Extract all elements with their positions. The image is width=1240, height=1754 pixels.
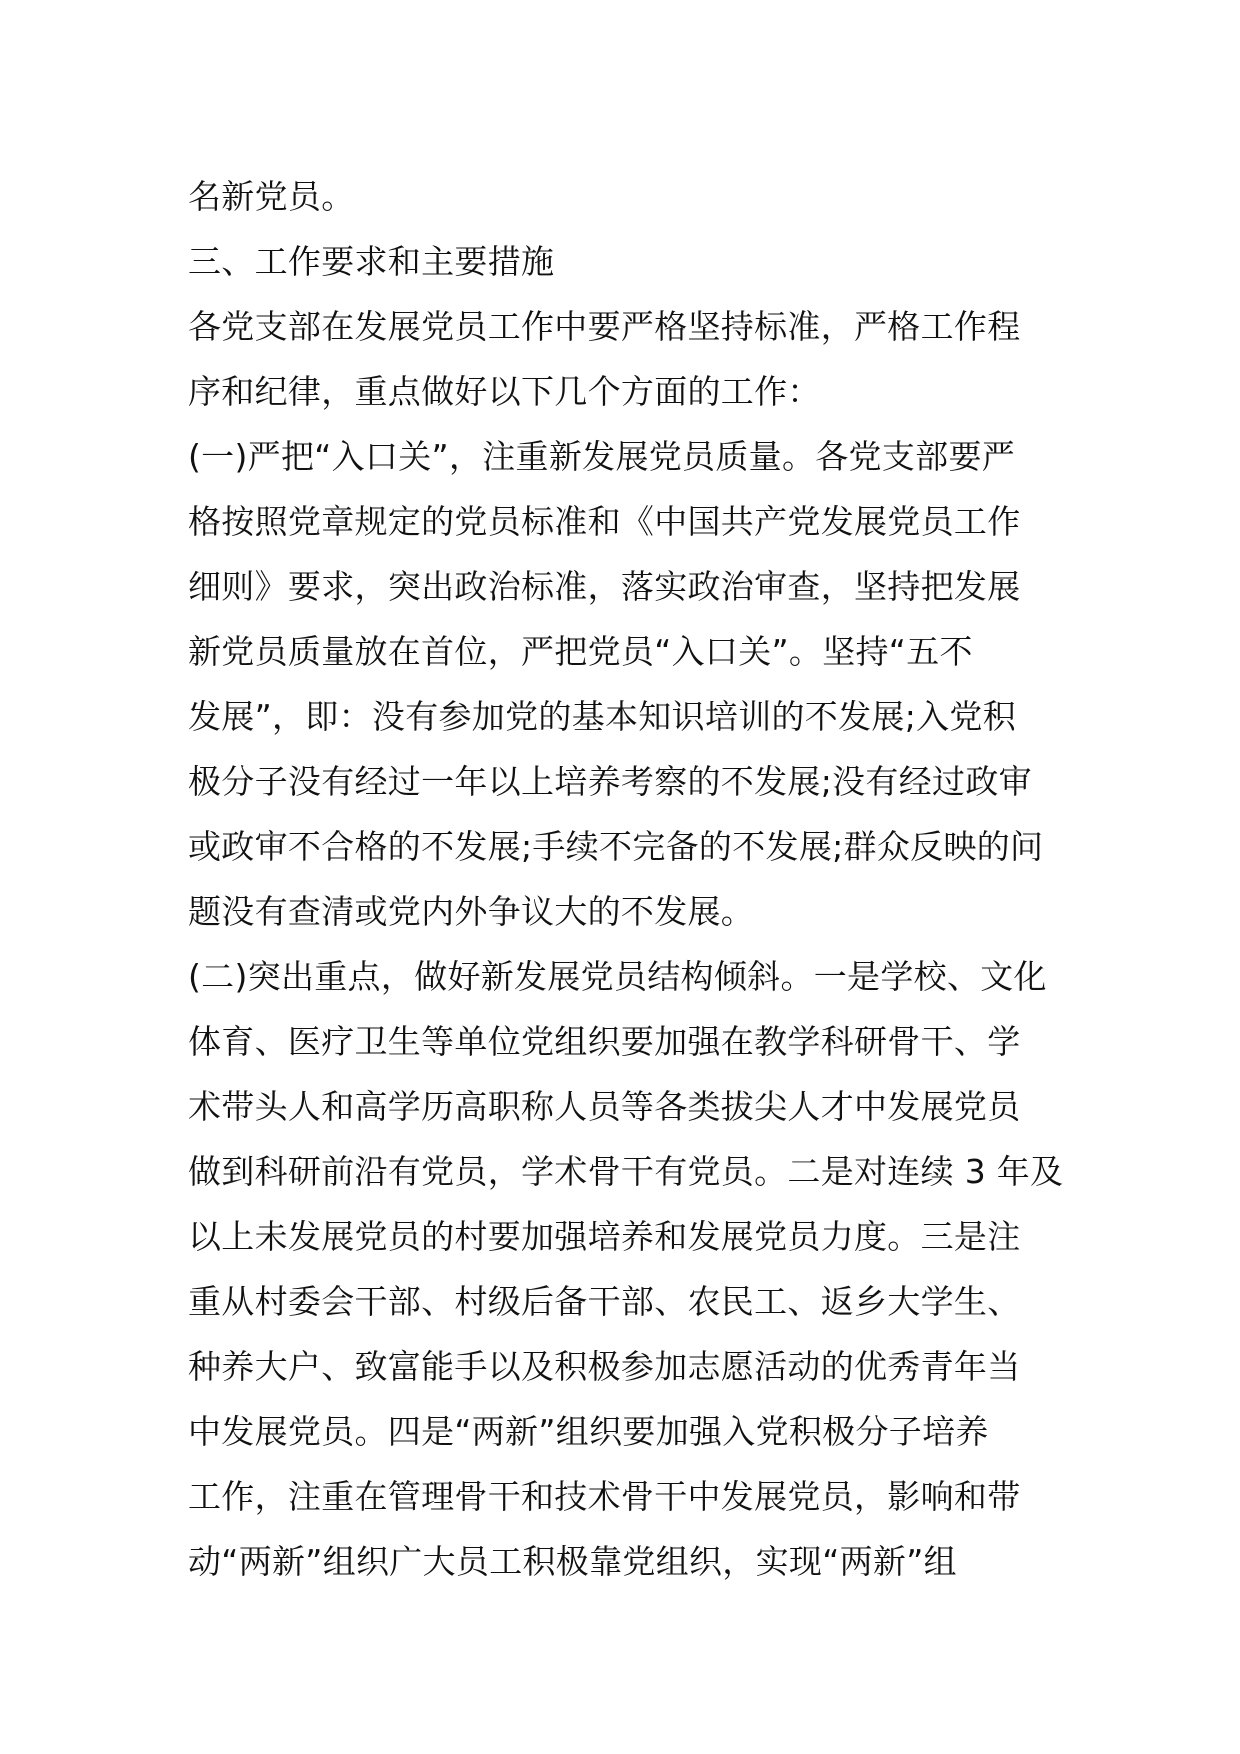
text-line: 中发展党员。四是“两新”组织要加强入党积极分子培养 xyxy=(188,1412,989,1451)
text-line: 工作，注重在管理骨干和技术骨干中发展党员，影响和带 xyxy=(188,1477,1021,1516)
text-line: 序和纪律，重点做好以下几个方面的工作： xyxy=(188,372,821,411)
text-line: 细则》要求，突出政治标准，落实政治审查，坚持把发展 xyxy=(188,567,1021,606)
text-line: (二)突出重点，做好新发展党员结构倾斜。一是学校、文化 xyxy=(188,957,1047,996)
text-line: 动“两新”组织广大员工积极靠党组织，实现“两新”组 xyxy=(188,1542,957,1581)
text-line: (一)严把“入口关”，注重新发展党员质量。各党支部要严 xyxy=(188,437,1016,476)
text-line: 题没有查清或党内外争议大的不发展。 xyxy=(188,892,755,931)
text-line: 新党员质量放在首位，严把党员“入口关”。坚持“五不 xyxy=(188,632,973,671)
text-line: 体育、医疗卫生等单位党组织要加强在教学科研骨干、学 xyxy=(188,1022,1021,1061)
text-line: 名新党员。 xyxy=(188,177,355,216)
text-line: 重从村委会干部、村级后备干部、农民工、返乡大学生、 xyxy=(188,1282,1021,1321)
text-line: 发展”，即：没有参加党的基本知识培训的不发展;入党积 xyxy=(188,697,1017,736)
text-line: 种养大户、致富能手以及积极参加志愿活动的优秀青年当 xyxy=(188,1347,1021,1386)
text-line: 或政审不合格的不发展;手续不完备的不发展;群众反映的问 xyxy=(188,827,1044,866)
text-line: 术带头人和高学历高职称人员等各类拔尖人才中发展党员 xyxy=(188,1087,1021,1126)
text-line: 极分子没有经过一年以上培养考察的不发展;没有经过政审 xyxy=(188,762,1032,801)
document-body xyxy=(188,164,1064,1594)
section-heading: 三、工作要求和主要措施 xyxy=(188,242,555,281)
text-line: 做到科研前沿有党员，学术骨干有党员。二是对连续 3 年及 xyxy=(188,1152,1064,1191)
text-line: 以上未发展党员的村要加强培养和发展党员力度。三是注 xyxy=(188,1217,1021,1256)
text-line: 各党支部在发展党员工作中要严格坚持标准，严格工作程 xyxy=(188,307,1021,346)
text-line: 格按照党章规定的党员标准和《中国共产党发展党员工作 xyxy=(188,502,1021,541)
